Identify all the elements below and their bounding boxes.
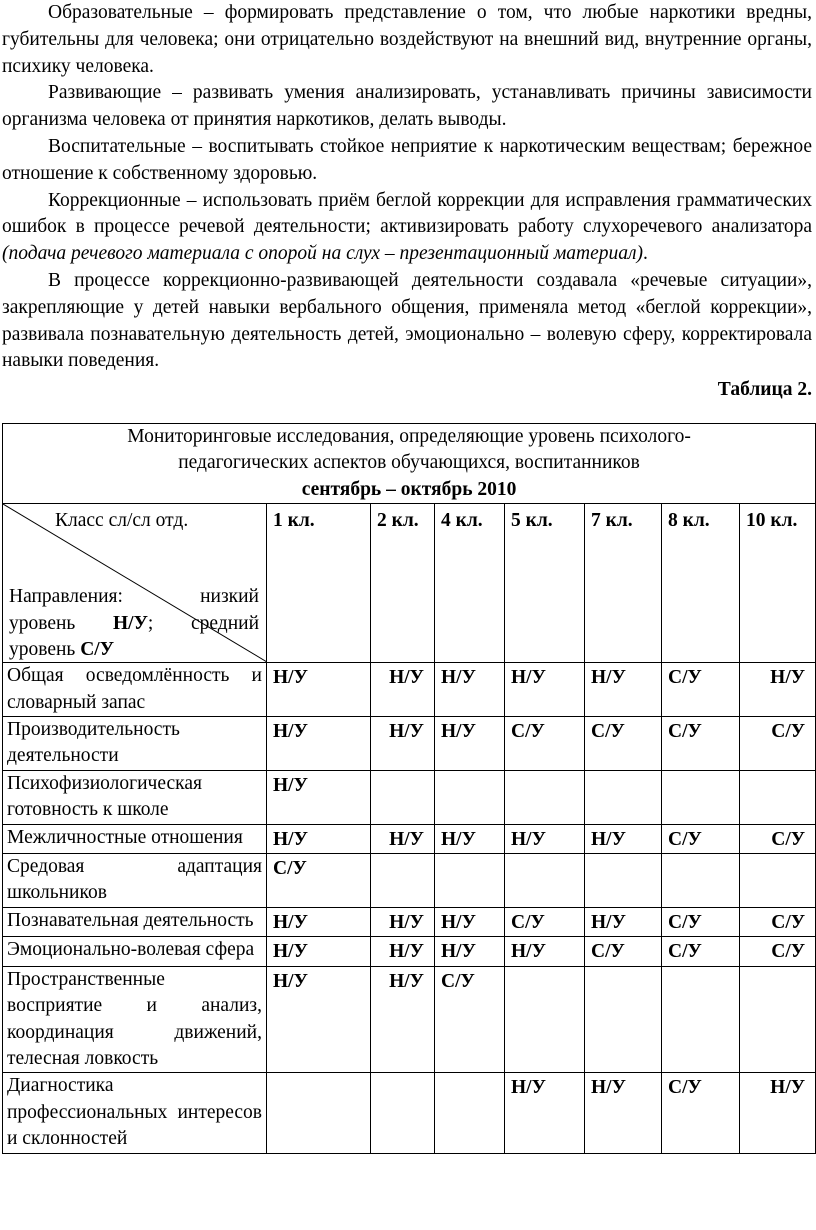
row-label: Эмоционально-волевая сфера	[3, 937, 267, 966]
value-cell	[740, 770, 816, 824]
value-cell: С/У	[662, 663, 740, 717]
row-label: Межличностные отношения	[3, 824, 267, 853]
value-cell: С/У	[435, 966, 505, 1073]
value-cell: Н/У	[505, 937, 585, 966]
corner-directions-line3: уровень С/У	[9, 639, 115, 661]
row-label: Психофизиологическая готовность к школе	[3, 770, 267, 824]
paragraph-correctional-end: .	[643, 243, 648, 265]
row-label: Общая осведомлённость и словарный запас	[3, 663, 267, 717]
value-cell: Н/У	[371, 824, 435, 853]
value-cell: С/У	[662, 937, 740, 966]
value-cell	[585, 966, 662, 1073]
value-cell	[505, 854, 585, 908]
value-cell	[435, 1073, 505, 1153]
table-row	[3, 824, 816, 853]
table-title-period: сентябрь – октябрь 2010	[301, 478, 517, 500]
value-cell: Н/У	[371, 937, 435, 966]
value-cell	[585, 770, 662, 824]
value-cell	[662, 854, 740, 908]
column-header: 8 кл.	[662, 504, 740, 663]
table-body	[3, 663, 816, 1153]
column-header: 4 кл.	[435, 504, 505, 663]
corner-class-label: Класс сл/сл отд.	[55, 510, 189, 532]
value-cell: Н/У	[267, 770, 371, 824]
value-cell: Н/У	[267, 966, 371, 1073]
column-header: 7 кл.	[585, 504, 662, 663]
paragraph-correctional-italic: (подача речевого материала с опорой на слух – презентационный материал)	[2, 243, 644, 265]
paragraph-correctional-main: Коррекционные – использовать приём беглой коррекции для исправления грамматических ошибок в процессе речевой деятельности; активизировать работу слухоречевого анализатора	[2, 189, 812, 238]
value-cell: Н/У	[267, 717, 371, 771]
value-cell: Н/У	[505, 1073, 585, 1153]
column-header: 2 кл.	[371, 504, 435, 663]
value-cell	[585, 854, 662, 908]
table-title-line1: Мониторинговые исследования, определяющие уровень психолого-	[127, 426, 691, 447]
row-label: Средовая адаптация школьников	[3, 854, 267, 908]
value-cell	[505, 966, 585, 1073]
value-cell: Н/У	[267, 824, 371, 853]
row-label: Производительность деятельности	[3, 717, 267, 771]
row-label: Познавательная деятельность	[3, 907, 267, 936]
table-header-row	[3, 504, 816, 663]
value-cell: С/У	[505, 717, 585, 771]
value-cell	[371, 770, 435, 824]
paragraph-correctional	[0, 188, 816, 268]
table-row	[3, 966, 816, 1073]
value-cell: С/У	[505, 907, 585, 936]
table-title-cell	[3, 424, 816, 504]
row-label: Пространственные восприятие и анализ, координация движений, телесная ловкость	[3, 966, 267, 1073]
value-cell: С/У	[740, 824, 816, 853]
value-cell: Н/У	[371, 907, 435, 936]
paragraph-developing: Развивающие – развивать умения анализировать, устанавливать причины зависимости организма человека от принятия наркотиков, делать выводы.	[2, 82, 812, 131]
value-cell: Н/У	[435, 663, 505, 717]
value-cell: С/У	[662, 907, 740, 936]
value-cell	[740, 966, 816, 1073]
value-cell	[435, 770, 505, 824]
value-cell: Н/У	[371, 663, 435, 717]
value-cell: Н/У	[585, 907, 662, 936]
value-cell	[740, 854, 816, 908]
value-cell: С/У	[662, 1073, 740, 1153]
value-cell: С/У	[585, 937, 662, 966]
row-label: Диагностика профессиональных интересов и склонностей	[3, 1073, 267, 1153]
value-cell: Н/У	[585, 663, 662, 717]
table-row	[3, 770, 816, 824]
table-row	[3, 854, 816, 908]
value-cell: Н/У	[435, 717, 505, 771]
table-row	[3, 663, 816, 717]
value-cell	[505, 770, 585, 824]
value-cell: Н/У	[505, 663, 585, 717]
table-title-row	[3, 424, 816, 504]
value-cell: С/У	[662, 717, 740, 771]
table-row	[3, 907, 816, 936]
value-cell: С/У	[740, 937, 816, 966]
value-cell: Н/У	[435, 937, 505, 966]
table-row	[3, 1073, 816, 1153]
value-cell: Н/У	[435, 824, 505, 853]
value-cell: С/У	[585, 717, 662, 771]
value-cell	[662, 770, 740, 824]
corner-directions-label	[9, 584, 259, 663]
corner-cell	[3, 504, 267, 663]
value-cell: С/У	[740, 907, 816, 936]
value-cell	[662, 966, 740, 1073]
table-row	[3, 717, 816, 771]
value-cell	[267, 1073, 371, 1153]
corner-directions-line2: уровень Н/У; средний	[9, 612, 259, 634]
table-caption: Таблица 2.	[717, 379, 812, 401]
table-title-line2: педагогических аспектов обучающихся, воспитанников	[178, 452, 640, 474]
value-cell: Н/У	[435, 907, 505, 936]
value-cell	[371, 1073, 435, 1153]
value-cell: Н/У	[267, 663, 371, 717]
paragraph-process: В процессе коррекционно-развивающей деятельности создавала «речевые ситуации», закрепляющие у детей навыки вербального общения, применяла метод «беглой коррекции», развивала познавательную деятельность детей, эмоционально – волевую сферу, корректировала навыки поведения.	[2, 269, 812, 372]
value-cell: Н/У	[371, 966, 435, 1073]
value-cell	[435, 854, 505, 908]
value-cell: Н/У	[505, 824, 585, 853]
value-cell: С/У	[662, 824, 740, 853]
value-cell: С/У	[267, 854, 371, 908]
paragraph-educational: Образовательные – формировать представление о том, что любые наркотики вредны, губительны для человека; они отрицательно воздействуют на внешний вид, внутренние органы, психику человека.	[2, 2, 812, 77]
value-cell: Н/У	[740, 663, 816, 717]
value-cell: Н/У	[585, 1073, 662, 1153]
value-cell: Н/У	[740, 1073, 816, 1153]
column-header: 10 кл.	[740, 504, 816, 663]
column-header: 5 кл.	[505, 504, 585, 663]
monitoring-table	[2, 423, 816, 1154]
value-cell: Н/У	[371, 717, 435, 771]
value-cell: Н/У	[267, 937, 371, 966]
document-page	[0, 0, 816, 404]
value-cell	[371, 854, 435, 908]
value-cell: Н/У	[267, 907, 371, 936]
value-cell: Н/У	[585, 824, 662, 853]
value-cell: С/У	[740, 717, 816, 771]
paragraph-upbringing: Воспитательные – воспитывать стойкое неприятие к наркотическим веществам; бережное отношение к собственному здоровью.	[2, 135, 812, 184]
corner-directions-line1: Направления: низкий	[9, 586, 259, 608]
table-row	[3, 937, 816, 966]
column-header: 1 кл.	[267, 504, 371, 663]
